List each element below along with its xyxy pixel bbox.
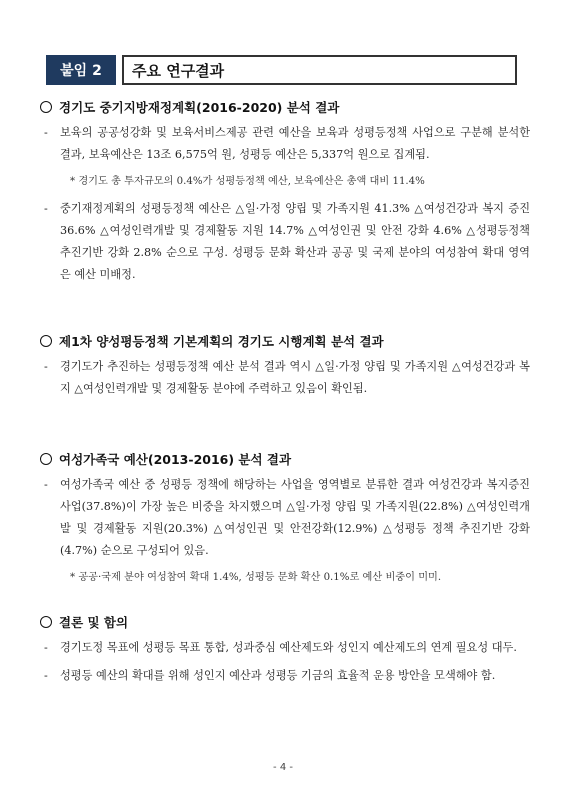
section-conclusion [40,613,530,687]
footnote: * 공공·국제 분야 여성참여 확대 1.4%, 성평등 문화 확산 0.1%로 예산 비중이 미미. [70,572,442,583]
dash-marker: - [44,360,48,373]
list-item [40,665,530,687]
section-heading [40,450,530,468]
section-heading [40,332,530,350]
dash-marker: - [44,669,48,682]
section-heading [40,98,530,116]
list-item-text: 보육의 공공성강화 및 보육서비스제공 관련 예산을 보육과 성평등정책 사업으로 구분해 분석한 결과, 보육예산은 13조 6,575억 원, 성평등 예산은 5,337억 원으로 집계됨. [60,126,530,161]
section-heading-text: 제1차 양성평등정책 기본계획의 경기도 시행계획 분석 결과 [59,334,384,349]
list-item [40,356,530,400]
section-heading-text: 여성가족국 예산(2013-2016) 분석 결과 [59,452,292,467]
appendix-header [46,55,517,85]
circle-bullet-icon [40,335,52,347]
circle-bullet-icon [40,616,52,628]
list-item [40,198,530,286]
section-heading-text: 경기도 중기지방재정계획(2016-2020) 분석 결과 [59,100,340,115]
list-item-text: 경기도가 추진하는 성평등정책 예산 분석 결과 역시 △일·가정 양립 및 가족지원 △여성건강과 복지 △여성인력개발 및 경제활동 분야에 주력하고 있음이 확인됨. [60,360,530,395]
list-item-text: 성평등 예산의 확대를 위해 성인지 예산과 성평등 기금의 효율적 운용 방안을 모색해야 함. [60,669,496,682]
footnote: * 경기도 총 투자규모의 0.4%가 성평등정책 예산, 보육예산은 총액 대비 11.4% [70,176,425,187]
dash-marker: - [44,126,48,139]
dash-marker: - [44,202,48,215]
section-heading [40,613,530,631]
list-item [40,637,530,659]
list-item-text: 경기도정 목표에 성평등 목표 통합, 성과중심 예산제도와 성인지 예산제도의 연계 필요성 대두. [60,641,517,654]
section-midterm-plan [40,98,530,286]
appendix-title: 주요 연구결과 [122,55,517,85]
list-item [40,474,530,562]
dash-marker: - [44,478,48,491]
section-family-bureau [40,450,530,588]
circle-bullet-icon [40,453,52,465]
circle-bullet-icon [40,101,52,113]
list-item-text: 여성가족국 예산 중 성평등 정책에 해당하는 사업을 영역별로 분류한 결과 여성건강과 복지증진사업(37.8%)이 가장 높은 비중을 차지했으며 △일·가정 양립 및 가족지원(22.8%) △여성인력개발 및 경제활동 지원(20.3%) △여성인권 및 안전강화(12.9%) △성평등 정책 추진기반 강화(4.7%) 순으로 구성되어 있음. [60,478,530,557]
appendix-badge: 붙임 2 [46,55,116,85]
dash-marker: - [44,641,48,654]
section-heading-text: 결론 및 함의 [59,615,129,630]
page-number: - 4 - [273,762,293,773]
list-item [40,122,530,166]
list-item-text: 중기재정계획의 성평등정책 예산은 △일·가정 양립 및 가족지원 41.3% △여성건강과 복지 증진 36.6% △여성인력개발 및 경제활동 지원 14.7% △여성인권 및 안전 강화 4.6% △성평등정책 추진기반 강화 2.8% 순으로 구성. 성평등 문화 확산과 공공 및 국제 분야의 여성참여 확대 영역은 예산 미배정. [60,202,530,281]
section-basic-plan [40,332,530,400]
